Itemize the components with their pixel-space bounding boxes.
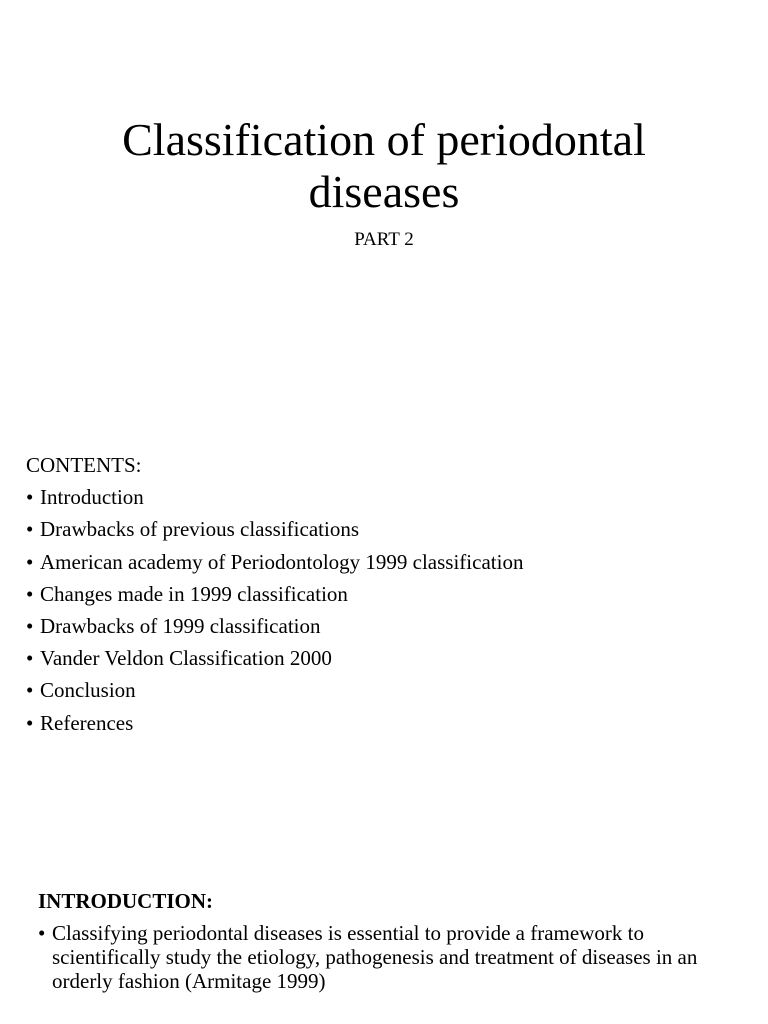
bullet-icon: • [26, 581, 34, 606]
bullet-icon: • [26, 613, 34, 638]
list-item-text: American academy of Periodontology 1999 classification [40, 549, 524, 574]
bullet-icon: • [26, 646, 34, 671]
list-item-text: Drawbacks of previous classifications [40, 517, 359, 542]
bullet-icon: • [26, 549, 34, 574]
contents-heading: CONTENTS: [26, 453, 142, 477]
bullet-icon: • [26, 678, 34, 703]
title-line-1: Classification of periodontal [122, 114, 646, 165]
list-item [26, 515, 746, 543]
contents-list [26, 483, 746, 736]
page-title [0, 114, 768, 218]
list-item-text: Drawbacks of 1999 classification [40, 613, 321, 638]
introduction-section [38, 887, 728, 993]
list-item [38, 921, 728, 993]
list-item [26, 580, 746, 608]
list-item-text: Introduction [40, 485, 144, 510]
title-line-2: diseases [308, 166, 460, 217]
list-item-text: References [40, 710, 134, 735]
list-item-text: Vander Veldon Classification 2000 [40, 646, 332, 671]
bullet-icon: • [38, 921, 46, 945]
bullet-icon: • [26, 710, 34, 735]
list-item [26, 612, 746, 640]
list-item [26, 709, 746, 737]
contents-section [26, 451, 746, 737]
bullet-icon: • [26, 517, 34, 542]
list-item [26, 676, 746, 704]
list-item [26, 548, 746, 576]
list-item [26, 483, 746, 511]
list-item-text: Changes made in 1999 classification [40, 581, 348, 606]
introduction-heading: INTRODUCTION: [38, 889, 214, 913]
bullet-icon: • [26, 485, 34, 510]
list-item-text: Conclusion [40, 678, 136, 703]
introduction-text: Classifying periodontal diseases is essential to provide a framework to scientifically study the etiology, pathogenesis and treatment of diseases in an orderly fashion (Armitage 1999) [52, 921, 698, 993]
subtitle: PART 2 [354, 229, 414, 250]
list-item [26, 644, 746, 672]
